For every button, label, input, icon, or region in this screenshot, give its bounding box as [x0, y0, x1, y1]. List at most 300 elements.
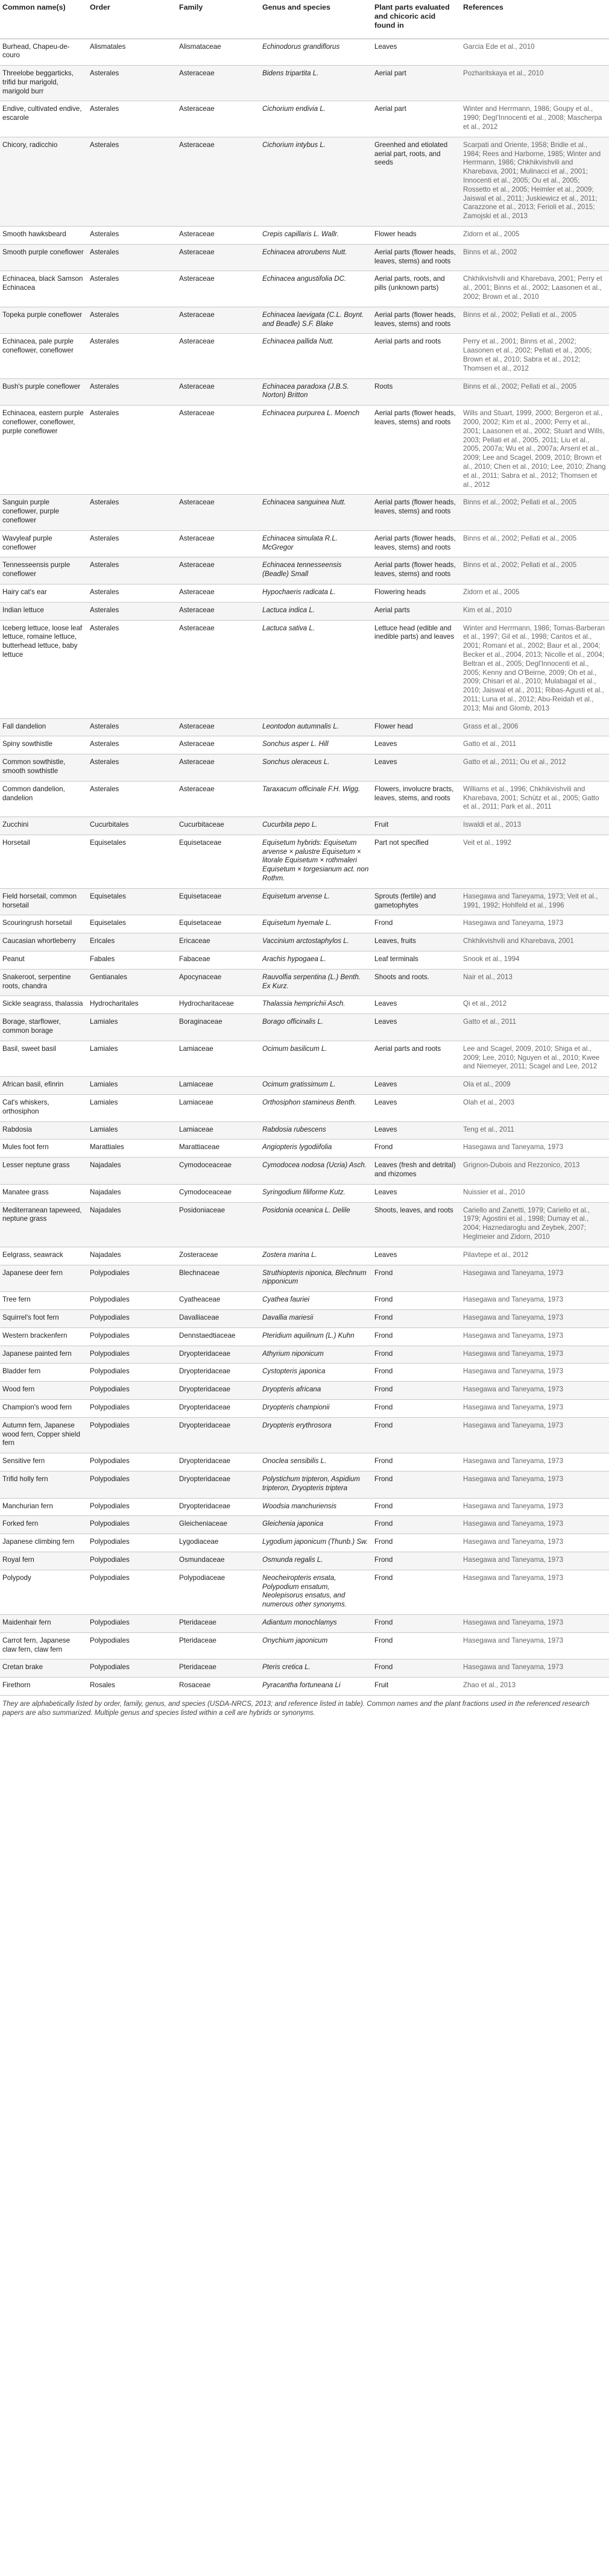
- table-row: [0, 1453, 609, 1471]
- cell-genus-species: Ocimum basilicum L.: [260, 1041, 372, 1076]
- cell-plant-parts: Aerial part: [372, 101, 461, 137]
- cell-references: Hasegawa and Taneyama, 1973: [461, 1292, 609, 1310]
- cell-references: Olah et al., 2003: [461, 1095, 609, 1122]
- cell-plant-parts: Aerial parts (flower heads, leaves, stems) and roots: [372, 406, 461, 495]
- cell-common-name: Rabdosia: [0, 1121, 87, 1139]
- cell-plant-parts: Frond: [372, 1632, 461, 1659]
- cell-order: Asterales: [87, 66, 177, 101]
- cell-common-name: Japanese climbing fern: [0, 1534, 87, 1552]
- cell-family: Davalliaceae: [177, 1309, 260, 1327]
- cell-plant-parts: Flowering heads: [372, 584, 461, 602]
- cell-order: Lamiales: [87, 1121, 177, 1139]
- header-common-names: Common name(s): [0, 0, 87, 39]
- cell-genus-species: Gleichenia japonica: [260, 1516, 372, 1534]
- cell-references: Hasegawa and Taneyama, 1973; Veit et al., 1991, 1992; Hohlfeld et al., 1996: [461, 888, 609, 915]
- cell-genus-species: Cyathea fauriei: [260, 1292, 372, 1310]
- table-row: [0, 781, 609, 816]
- cell-references: Hasegawa and Taneyama, 1973: [461, 1453, 609, 1471]
- cell-plant-parts: Shoots and roots.: [372, 969, 461, 996]
- cell-common-name: Common sowthistle, smooth sowthistle: [0, 754, 87, 782]
- cell-genus-species: Orthosiphon stamineus Benth.: [260, 1095, 372, 1122]
- cell-references: Binns et al., 2002; Pellati et al., 2005: [461, 307, 609, 334]
- cell-order: Lamiales: [87, 1014, 177, 1041]
- cell-plant-parts: Aerial parts (flower heads, leaves, stems) and roots: [372, 244, 461, 271]
- cell-family: Alismataceae: [177, 39, 260, 66]
- cell-family: Ericaceae: [177, 933, 260, 951]
- cell-references: Hasegawa and Taneyama, 1973: [461, 1498, 609, 1516]
- cell-family: Dryopteridaceae: [177, 1417, 260, 1453]
- cell-genus-species: Echinacea atrorubens Nutt.: [260, 244, 372, 271]
- table-row: [0, 1498, 609, 1516]
- table-row: [0, 495, 609, 530]
- cell-references: Chkhikvishvili and Kharebava, 2001: [461, 933, 609, 951]
- cell-references: Hasegawa and Taneyama, 1973: [461, 915, 609, 933]
- table-row: [0, 584, 609, 602]
- cell-family: Equisetaceae: [177, 835, 260, 888]
- cell-order: Polypodiales: [87, 1309, 177, 1327]
- cell-common-name: Echinacea, black Samson Echinacea: [0, 271, 87, 307]
- table-row: [0, 1471, 609, 1498]
- cell-order: Najadales: [87, 1202, 177, 1247]
- cell-plant-parts: Sprouts (fertile) and gametophytes: [372, 888, 461, 915]
- cell-family: Boraginaceae: [177, 1014, 260, 1041]
- cell-order: Cucurbitales: [87, 817, 177, 835]
- cell-genus-species: Pyracantha fortuneana Li: [260, 1678, 372, 1696]
- cell-genus-species: Bidens tripartita L.: [260, 66, 372, 101]
- table-row: [0, 244, 609, 271]
- cell-plant-parts: Frond: [372, 1382, 461, 1400]
- cell-plant-parts: Frond: [372, 1659, 461, 1678]
- cell-common-name: Common dandelion, dandelion: [0, 781, 87, 816]
- cell-references: Hasegawa and Taneyama, 1973: [461, 1327, 609, 1346]
- cell-plant-parts: Part not specified: [372, 835, 461, 888]
- cell-plant-parts: Aerial parts: [372, 602, 461, 620]
- cell-common-name: Wood fern: [0, 1382, 87, 1400]
- cell-family: Asteraceae: [177, 754, 260, 782]
- cell-genus-species: Onoclea sensibilis L.: [260, 1453, 372, 1471]
- cell-family: Asteraceae: [177, 718, 260, 736]
- cell-common-name: Mules foot fern: [0, 1139, 87, 1158]
- table-row: [0, 307, 609, 334]
- cell-plant-parts: Flowers, involucre bracts, leaves, stems, and roots: [372, 781, 461, 816]
- cell-order: Equisetales: [87, 835, 177, 888]
- table-row: [0, 915, 609, 933]
- table-row: [0, 1292, 609, 1310]
- cell-plant-parts: Frond: [372, 1364, 461, 1382]
- cell-genus-species: Lactuca indica L.: [260, 602, 372, 620]
- cell-family: Pteridaceae: [177, 1614, 260, 1632]
- cell-common-name: Japanese painted fern: [0, 1346, 87, 1364]
- table-row: [0, 378, 609, 406]
- cell-references: Chkhikvishvili and Kharebava, 2001; Perry et al., 2001; Binns et al., 2002; Laasonen et al., 2002; Brown et al., 2010: [461, 271, 609, 307]
- cell-order: Equisetales: [87, 915, 177, 933]
- cell-references: Ola et al., 2009: [461, 1077, 609, 1095]
- cell-common-name: Iceberg lettuce, loose leaf lettuce, romaine lettuce, butterhead lettuce, baby lettuce: [0, 620, 87, 718]
- cell-references: Hasegawa and Taneyama, 1973: [461, 1139, 609, 1158]
- table-row: [0, 1247, 609, 1265]
- header-order: Order: [87, 0, 177, 39]
- cell-genus-species: Rabdosia rubescens: [260, 1121, 372, 1139]
- cell-references: Binns et al., 2002; Pellati et al., 2005: [461, 495, 609, 530]
- cell-references: Zhao et al., 2013: [461, 1678, 609, 1696]
- cell-common-name: Topeka purple coneflower: [0, 307, 87, 334]
- cell-family: Hydrocharitaceae: [177, 996, 260, 1014]
- cell-genus-species: Echinacea tennesseensis (Beadle) Small: [260, 557, 372, 584]
- table-row: [0, 66, 609, 101]
- cell-order: Asterales: [87, 781, 177, 816]
- table-row: [0, 1399, 609, 1417]
- cell-plant-parts: Flower head: [372, 718, 461, 736]
- cell-order: Polypodiales: [87, 1346, 177, 1364]
- cell-references: Nuissier et al., 2010: [461, 1184, 609, 1202]
- table-row: [0, 1417, 609, 1453]
- cell-plant-parts: Frond: [372, 1292, 461, 1310]
- cell-references: Hasegawa and Taneyama, 1973: [461, 1265, 609, 1292]
- cell-references: Hasegawa and Taneyama, 1973: [461, 1659, 609, 1678]
- header-genus-species: Genus and species: [260, 0, 372, 39]
- cell-common-name: Fall dandelion: [0, 718, 87, 736]
- table-row: [0, 227, 609, 245]
- cell-references: Nair et al., 2013: [461, 969, 609, 996]
- table-row: [0, 736, 609, 754]
- cell-common-name: Bush's purple coneflower: [0, 378, 87, 406]
- cell-common-name: Scouringrush horsetail: [0, 915, 87, 933]
- cell-family: Dryopteridaceae: [177, 1453, 260, 1471]
- cell-genus-species: Dryopteris africana: [260, 1382, 372, 1400]
- cell-references: Grass et al., 2006: [461, 718, 609, 736]
- cell-common-name: Maidenhair fern: [0, 1614, 87, 1632]
- table-header: [0, 0, 609, 39]
- cell-common-name: Bladder fern: [0, 1364, 87, 1382]
- cell-references: Gatto et al., 2011: [461, 1014, 609, 1041]
- cell-references: Hasegawa and Taneyama, 1973: [461, 1382, 609, 1400]
- cell-common-name: Squirrel's foot fern: [0, 1309, 87, 1327]
- table-row: [0, 951, 609, 970]
- cell-order: Asterales: [87, 495, 177, 530]
- cell-references: Gatto et al., 2011: [461, 736, 609, 754]
- table-row: [0, 1552, 609, 1570]
- cell-family: Asteraceae: [177, 137, 260, 226]
- cell-order: Alismatales: [87, 39, 177, 66]
- table-row: [0, 620, 609, 718]
- table-row: [0, 1678, 609, 1696]
- table-row: [0, 137, 609, 226]
- cell-plant-parts: Leaf terminals: [372, 951, 461, 970]
- table-row: [0, 602, 609, 620]
- cell-references: Hasegawa and Taneyama, 1973: [461, 1309, 609, 1327]
- table-row: [0, 1570, 609, 1614]
- cell-plant-parts: Leaves: [372, 1247, 461, 1265]
- cell-genus-species: Sonchus asper L. Hill: [260, 736, 372, 754]
- cell-genus-species: Sonchus oleraceus L.: [260, 754, 372, 782]
- cell-common-name: Hairy cat's ear: [0, 584, 87, 602]
- cell-plant-parts: Shoots, leaves, and roots: [372, 1202, 461, 1247]
- cell-plant-parts: Leaves: [372, 1077, 461, 1095]
- cell-order: Asterales: [87, 307, 177, 334]
- cell-genus-species: Angiopteris lygodiifolia: [260, 1139, 372, 1158]
- table-row: [0, 835, 609, 888]
- cell-order: Najadales: [87, 1158, 177, 1185]
- table-row: [0, 1095, 609, 1122]
- cell-order: Najadales: [87, 1247, 177, 1265]
- cell-genus-species: Echinacea pallida Nutt.: [260, 334, 372, 378]
- cell-order: Asterales: [87, 406, 177, 495]
- cell-references: Zidorn et al., 2005: [461, 227, 609, 245]
- cell-references: Teng et al., 2011: [461, 1121, 609, 1139]
- cell-genus-species: Cichorium intybus L.: [260, 137, 372, 226]
- cell-common-name: Manchurian fern: [0, 1498, 87, 1516]
- cell-family: Rosaceae: [177, 1678, 260, 1696]
- cell-common-name: Cat's whiskers, orthosiphon: [0, 1095, 87, 1122]
- cell-family: Lamiaceae: [177, 1077, 260, 1095]
- cell-order: Najadales: [87, 1184, 177, 1202]
- cell-family: Asteraceae: [177, 530, 260, 557]
- cell-common-name: Tree fern: [0, 1292, 87, 1310]
- table-row: [0, 1659, 609, 1678]
- cell-common-name: Field horsetail, common horsetail: [0, 888, 87, 915]
- cell-common-name: Snakeroot, serpentine roots, chandra: [0, 969, 87, 996]
- cell-references: Kim et al., 2010: [461, 602, 609, 620]
- cell-genus-species: Leontodon autumnalis L.: [260, 718, 372, 736]
- table-row: [0, 1139, 609, 1158]
- cell-references: Iswaldi et al., 2013: [461, 817, 609, 835]
- cell-genus-species: Lygodium japonicum (Thunb.) Sw.: [260, 1534, 372, 1552]
- cell-family: Pteridaceae: [177, 1659, 260, 1678]
- cell-genus-species: Echinacea laevigata (C.L. Boynt. and Beadle) S.F. Blake: [260, 307, 372, 334]
- cell-plant-parts: Roots: [372, 378, 461, 406]
- cell-plant-parts: Aerial parts and roots: [372, 1041, 461, 1076]
- cell-plant-parts: Frond: [372, 1534, 461, 1552]
- cell-genus-species: Davallia mariesii: [260, 1309, 372, 1327]
- cell-plant-parts: Leaves (fresh and detrital) and rhizomes: [372, 1158, 461, 1185]
- cell-plant-parts: Frond: [372, 1417, 461, 1453]
- cell-order: Polypodiales: [87, 1417, 177, 1453]
- cell-plant-parts: Aerial parts (flower heads, leaves, stems) and roots: [372, 495, 461, 530]
- cell-references: Hasegawa and Taneyama, 1973: [461, 1417, 609, 1453]
- cell-plant-parts: Fruit: [372, 1678, 461, 1696]
- cell-genus-species: Onychium japonicum: [260, 1632, 372, 1659]
- cell-order: Polypodiales: [87, 1516, 177, 1534]
- cell-common-name: Lesser neptune grass: [0, 1158, 87, 1185]
- cell-family: Dryopteridaceae: [177, 1364, 260, 1382]
- cell-family: Polypodiaceae: [177, 1570, 260, 1614]
- cell-family: Cymodoceaceae: [177, 1184, 260, 1202]
- cell-order: Polypodiales: [87, 1399, 177, 1417]
- cell-family: Asteraceae: [177, 557, 260, 584]
- cell-order: Polypodiales: [87, 1364, 177, 1382]
- cell-references: Lee and Scagel, 2009, 2010; Shiga et al., 2009; Lee, 2010; Nguyen et al., 2010; Kwee and Niemeyer, 2011; Scagel and Lee, 2012: [461, 1041, 609, 1076]
- table-row: [0, 1265, 609, 1292]
- cell-plant-parts: Frond: [372, 915, 461, 933]
- table-row: [0, 1202, 609, 1247]
- cell-family: Posidoniaceae: [177, 1202, 260, 1247]
- cell-genus-species: Thalassia hemprichii Asch.: [260, 996, 372, 1014]
- table-row: [0, 557, 609, 584]
- cell-family: Equisetaceae: [177, 915, 260, 933]
- header-row: [0, 0, 609, 39]
- cell-family: Fabaceae: [177, 951, 260, 970]
- table-row: [0, 933, 609, 951]
- table-row: [0, 817, 609, 835]
- cell-family: Lygodiaceae: [177, 1534, 260, 1552]
- cell-common-name: Peanut: [0, 951, 87, 970]
- cell-common-name: Mediterranean tapeweed, neptune grass: [0, 1202, 87, 1247]
- cell-common-name: Sickle seagrass, thalassia: [0, 996, 87, 1014]
- cell-common-name: Autumn fern, Japanese wood fern, Copper shield fern: [0, 1417, 87, 1453]
- cell-genus-species: Pteridium aquilinum (L.) Kuhn: [260, 1327, 372, 1346]
- cell-references: Hasegawa and Taneyama, 1973: [461, 1516, 609, 1534]
- cell-genus-species: Posidonia oceanica L. Delile: [260, 1202, 372, 1247]
- cell-references: Wills and Stuart, 1999, 2000; Bergeron et al., 2000, 2002; Kim et al., 2000; Perry et al., 2001; Laasonen et al., 2002; Stuart and Wills, 2003; Pellati et al., 2005, 2011; Liu et al., 2005, 2007a; Wu et al., 2007a; Arsenl et al., 2009; Lee and Scagel, 2009, 2010; Brown et al., 2010; Chen et al., 2010; Lee, 2010; Zhang et al., 2011; Sabra et al., 2012; Thomsen et al., 2012: [461, 406, 609, 495]
- cell-genus-species: Echinodorus grandiflorus: [260, 39, 372, 66]
- cell-order: Asterales: [87, 378, 177, 406]
- cell-references: Garcia Ede et al., 2010: [461, 39, 609, 66]
- cell-common-name: Smooth hawksbeard: [0, 227, 87, 245]
- table-row: [0, 334, 609, 378]
- cell-references: Hasegawa and Taneyama, 1973: [461, 1632, 609, 1659]
- cell-genus-species: Polystichum tripteron, Aspidium tripteron, Dryopteris triptera: [260, 1471, 372, 1498]
- cell-family: Asteraceae: [177, 378, 260, 406]
- cell-plant-parts: Frond: [372, 1327, 461, 1346]
- cell-order: Lamiales: [87, 1095, 177, 1122]
- cell-plant-parts: Leaves, fruits: [372, 933, 461, 951]
- cell-plant-parts: Frond: [372, 1399, 461, 1417]
- table-row: [0, 1041, 609, 1076]
- cell-genus-species: Taraxacum officinale F.H. Wigg.: [260, 781, 372, 816]
- cell-common-name: Spiny sowthistle: [0, 736, 87, 754]
- cell-references: Gatto et al., 2011; Ou et al., 2012: [461, 754, 609, 782]
- cell-genus-species: Hypochaeris radicata L.: [260, 584, 372, 602]
- cell-genus-species: Cymodocea nodosa (Ucria) Asch.: [260, 1158, 372, 1185]
- cell-family: Lamiaceae: [177, 1121, 260, 1139]
- cell-references: Pilavtepe et al., 2012: [461, 1247, 609, 1265]
- cell-order: Rosales: [87, 1678, 177, 1696]
- cell-genus-species: Athyrium niponicum: [260, 1346, 372, 1364]
- cell-order: Polypodiales: [87, 1534, 177, 1552]
- cell-common-name: Caucasian whortleberry: [0, 933, 87, 951]
- cell-order: Polypodiales: [87, 1327, 177, 1346]
- header-plant-parts: Plant parts evaluated and chicoric acid found in: [372, 0, 461, 39]
- cell-genus-species: Borago officinalis L.: [260, 1014, 372, 1041]
- cell-order: Polypodiales: [87, 1659, 177, 1678]
- cell-common-name: Sensitive fern: [0, 1453, 87, 1471]
- cell-references: Binns et al., 2002; Pellati et al., 2005: [461, 378, 609, 406]
- cell-plant-parts: Aerial part: [372, 66, 461, 101]
- cell-plant-parts: Frond: [372, 1498, 461, 1516]
- cell-common-name: Eelgrass, seawrack: [0, 1247, 87, 1265]
- cell-order: Asterales: [87, 137, 177, 226]
- cell-plant-parts: Leaves: [372, 754, 461, 782]
- table-row: [0, 1077, 609, 1095]
- cell-plant-parts: Lettuce head (edible and inedible parts) and leaves: [372, 620, 461, 718]
- cell-references: Pozharitskaya et al., 2010: [461, 66, 609, 101]
- table-row: [0, 1121, 609, 1139]
- cell-family: Lamiaceae: [177, 1095, 260, 1122]
- cell-common-name: Threelobe beggarticks, trifid bur marigold, marigold burr: [0, 66, 87, 101]
- header-family: Family: [177, 0, 260, 39]
- cell-family: Cucurbitaceae: [177, 817, 260, 835]
- cell-genus-species: Cichorium endivia L.: [260, 101, 372, 137]
- cell-references: Perry et al., 2001; Binns et al., 2002; Laasonen et al., 2002; Pellati et al., 2005; Brown et al., 2010; Sabra et al., 2012; Thomsen et al., 2012: [461, 334, 609, 378]
- table-row: [0, 969, 609, 996]
- cell-family: Marattiaceae: [177, 1139, 260, 1158]
- cell-references: Zidorn et al., 2005: [461, 584, 609, 602]
- cell-plant-parts: Frond: [372, 1346, 461, 1364]
- cell-plant-parts: Leaves: [372, 996, 461, 1014]
- cell-order: Polypodiales: [87, 1471, 177, 1498]
- cell-references: Cariello and Zanetti, 1979; Cariello et al., 1979; Agostini et al., 1998; Dumay et al., 2004; Haznedaroglu and Zeybek, 2007; Heglmeier and Zidorn, 2010: [461, 1202, 609, 1247]
- cell-family: Dennstaedtiaceae: [177, 1327, 260, 1346]
- cell-genus-species: Echinacea simulata R.L. McGregor: [260, 530, 372, 557]
- cell-genus-species: Ocimum gratissimum L.: [260, 1077, 372, 1095]
- cell-genus-species: Equisetum hyemale L.: [260, 915, 372, 933]
- cell-order: Asterales: [87, 602, 177, 620]
- cell-plant-parts: Aerial parts and roots: [372, 334, 461, 378]
- table-row: [0, 1516, 609, 1534]
- cell-references: Hasegawa and Taneyama, 1973: [461, 1399, 609, 1417]
- cell-order: Marattiales: [87, 1139, 177, 1158]
- cell-genus-species: Equisetum hybrids: Equisetum arvense × palustre Equisetum × litorale Equisetum × rothmaleri Equisetum × torgesianum act. non Rothm.: [260, 835, 372, 888]
- cell-common-name: Polypody: [0, 1570, 87, 1614]
- cell-common-name: Wavyleaf purple coneflower: [0, 530, 87, 557]
- cell-genus-species: Dryopteris championii: [260, 1399, 372, 1417]
- cell-common-name: Trifid holly fern: [0, 1471, 87, 1498]
- cell-order: Polypodiales: [87, 1265, 177, 1292]
- cell-common-name: African basil, efinrin: [0, 1077, 87, 1095]
- table-row: [0, 1327, 609, 1346]
- cell-references: Veit et al., 1992: [461, 835, 609, 888]
- cell-common-name: Basil, sweet basil: [0, 1041, 87, 1076]
- table-row: [0, 1014, 609, 1041]
- cell-references: Winter and Herrmann, 1986; Tomas-Barberan et al., 1997; Gil et al., 1998; Cantos et al., 2001; Romani et al., 2002; Baur et al., 2004; Becker et al., 2004, 2013; Nicolle et al., 2004; Beltran et al., 2005; Degl'Innocenti et al., 2005; Kenny and O'Beirne, 2009; Oh et al., 2009; Chisari et al., 2010; Mulabagal et al., 2010; Jaiswal et al., 2011; Ribas-Agusti et al., 2011; Luna et al., 2012; Abu-Reidah et al., 2013; Mai and Glomb, 2013: [461, 620, 609, 718]
- cell-order: Asterales: [87, 736, 177, 754]
- cell-references: Hasegawa and Taneyama, 1973: [461, 1570, 609, 1614]
- cell-plant-parts: Flower heads: [372, 227, 461, 245]
- cell-plant-parts: Leaves: [372, 1014, 461, 1041]
- cell-order: Asterales: [87, 718, 177, 736]
- cell-family: Blechnaceae: [177, 1265, 260, 1292]
- table-row: [0, 39, 609, 66]
- cell-common-name: Tennesseensis purple coneflower: [0, 557, 87, 584]
- cell-plant-parts: Aerial parts (flower heads, leaves, stems) and roots: [372, 557, 461, 584]
- cell-family: Dryopteridaceae: [177, 1498, 260, 1516]
- cell-order: Fabales: [87, 951, 177, 970]
- table-row: [0, 1309, 609, 1327]
- table-row: [0, 1184, 609, 1202]
- table-row: [0, 1158, 609, 1185]
- cell-family: Dryopteridaceae: [177, 1471, 260, 1498]
- cell-references: Winter and Herrmann, 1986; Goupy et al., 1990; DegI'Innocenti et al., 2008; Mascherpa et al., 2012: [461, 101, 609, 137]
- table-row: [0, 1346, 609, 1364]
- table-row: [0, 718, 609, 736]
- cell-order: Polypodiales: [87, 1498, 177, 1516]
- header-references: References: [461, 0, 609, 39]
- cell-family: Asteraceae: [177, 495, 260, 530]
- cell-genus-species: Woodsia manchuriensis: [260, 1498, 372, 1516]
- cell-genus-species: Echinacea purpurea L. Moench: [260, 406, 372, 495]
- cell-family: Asteraceae: [177, 66, 260, 101]
- cell-common-name: Sanguin purple coneflower, purple coneflower: [0, 495, 87, 530]
- cell-plant-parts: Leaves: [372, 1184, 461, 1202]
- cell-plant-parts: Frond: [372, 1309, 461, 1327]
- table-row: [0, 996, 609, 1014]
- cell-order: Asterales: [87, 271, 177, 307]
- cell-genus-species: Cucurbita pepo L.: [260, 817, 372, 835]
- cell-common-name: Firethorn: [0, 1678, 87, 1696]
- cell-family: Cymodoceaceae: [177, 1158, 260, 1185]
- cell-plant-parts: Frond: [372, 1516, 461, 1534]
- cell-order: Asterales: [87, 101, 177, 137]
